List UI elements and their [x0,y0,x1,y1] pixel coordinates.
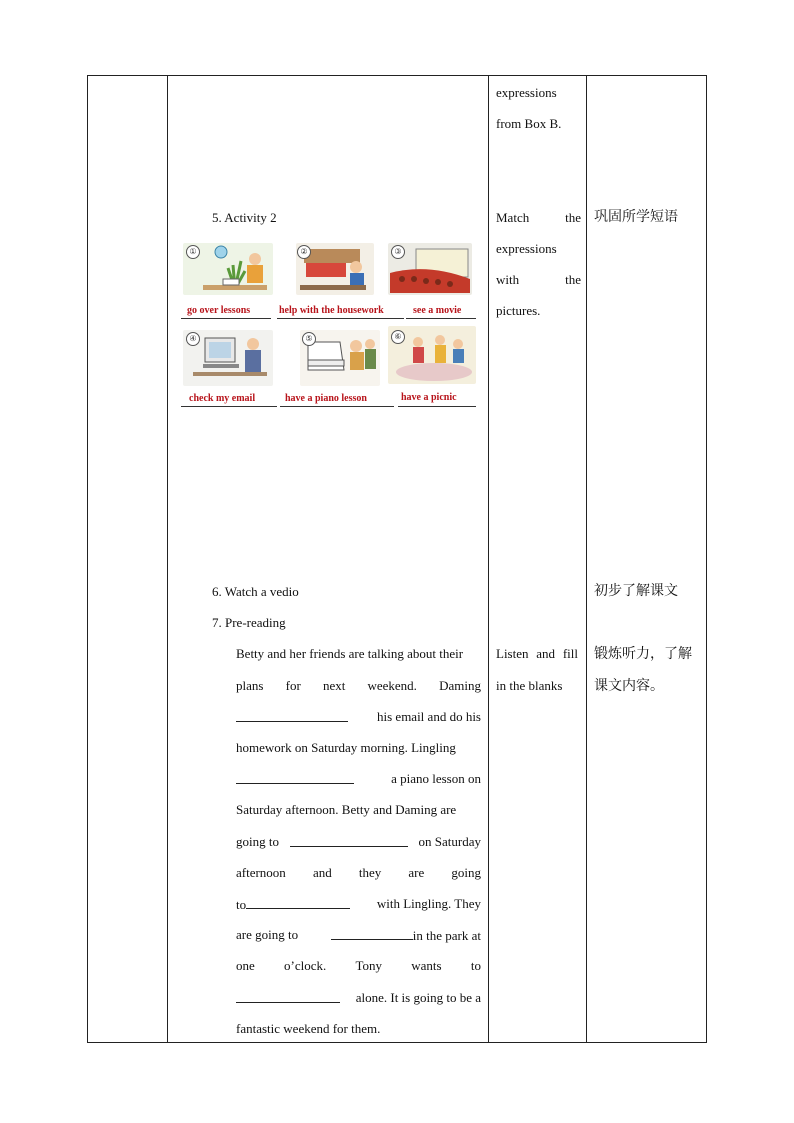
column-divider [488,76,489,1042]
passage-text [331,927,481,944]
word: one [236,958,255,973]
activity5-instruction-line [496,272,581,288]
item7-goal: 课文内容。 [594,678,664,694]
activity5-instruction-line [496,210,581,226]
word: the [565,272,581,287]
word: going [451,865,481,880]
passage-line [236,927,481,944]
picture-number: ④ [186,332,200,346]
picture-caption: see a movie [413,305,462,316]
word: and [536,646,556,661]
passage-text: in the park at [412,928,481,943]
passage-line [236,678,481,694]
passage-line [236,990,481,1006]
word: fill [562,646,578,661]
activity5-instruction-line: pictures. [496,303,541,318]
col3-line: from Box B. [496,116,562,131]
item6-goal: 初步了解课文 [594,583,678,599]
item7-title: 7. Pre-reading [212,615,286,630]
blank-field[interactable] [290,834,408,847]
passage-text: to [236,897,247,912]
activity5-instruction-line: expressions [496,241,557,256]
caption-underline [181,318,271,319]
word: they [358,865,382,880]
item7-instruction-line: in the blanks [496,678,563,693]
word: to [470,958,481,973]
picture-number: ⑤ [302,332,316,346]
word: afternoon [236,865,286,880]
passage-line [236,896,481,913]
passage-line: homework on Saturday morning. Lingling [236,740,456,755]
blank-field[interactable] [236,771,354,784]
picture-number: ⑥ [391,330,405,344]
passage-text: going to [236,834,279,849]
word: weekend. [367,678,417,693]
word: next [322,678,346,693]
passage-text: with Lingling. They [376,896,481,911]
word: Listen [496,646,529,661]
caption-underline [280,406,394,407]
passage-line [236,865,481,881]
passage-line: Saturday afternoon. Betty and Daming are [236,802,457,817]
word: are [408,865,425,880]
passage-text [236,896,350,913]
caption-underline [398,406,476,407]
blank-field[interactable] [246,896,350,909]
passage-line [236,771,481,787]
picture-number: ③ [391,245,405,259]
item7-goal: 锻炼听力，了解 [594,646,692,662]
picture-caption: check my email [189,393,256,404]
word: the [565,210,581,225]
passage-text: are going to [236,927,299,942]
passage-line [236,834,481,850]
word: wants [411,958,442,973]
picture-caption: help with the housework [279,305,384,316]
word: plans [236,678,264,693]
word: Match [496,210,530,225]
passage-text: on Saturday [418,834,481,849]
word: o’clock. [284,958,327,973]
word: with [496,272,520,287]
blank-field[interactable] [236,709,348,722]
activity5-goal: 巩固所学短语 [594,209,678,225]
picture-number: ② [297,245,311,259]
passage-line: Betty and her friends are talking about their [236,646,464,661]
item7-instruction-line [496,646,578,662]
item6-title: 6. Watch a vedio [212,584,299,599]
word: and [312,865,332,880]
picture-caption: have a picnic [401,392,457,403]
column-divider [586,76,587,1042]
caption-underline [181,406,277,407]
passage-text: his email and do his [377,709,481,724]
caption-underline [406,318,476,319]
word: for [285,678,301,693]
column-divider [167,76,168,1042]
col3-line: expressions [496,85,557,100]
passage-line [236,958,481,974]
blank-field[interactable] [331,927,413,940]
activity5-title: 5. Activity 2 [212,210,277,225]
word: Tony [355,958,383,973]
blank-field[interactable] [236,990,340,1003]
passage-text: alone. It is going to be a [355,990,481,1005]
caption-underline [277,318,404,319]
picture-caption: go over lessons [187,305,251,316]
passage-line [236,709,481,725]
word: Daming [439,678,481,693]
passage-text: a piano lesson on [391,771,481,786]
picture-number: ① [186,245,200,259]
picture-caption: have a piano lesson [285,393,367,404]
passage-line: fantastic weekend for them. [236,1021,381,1036]
